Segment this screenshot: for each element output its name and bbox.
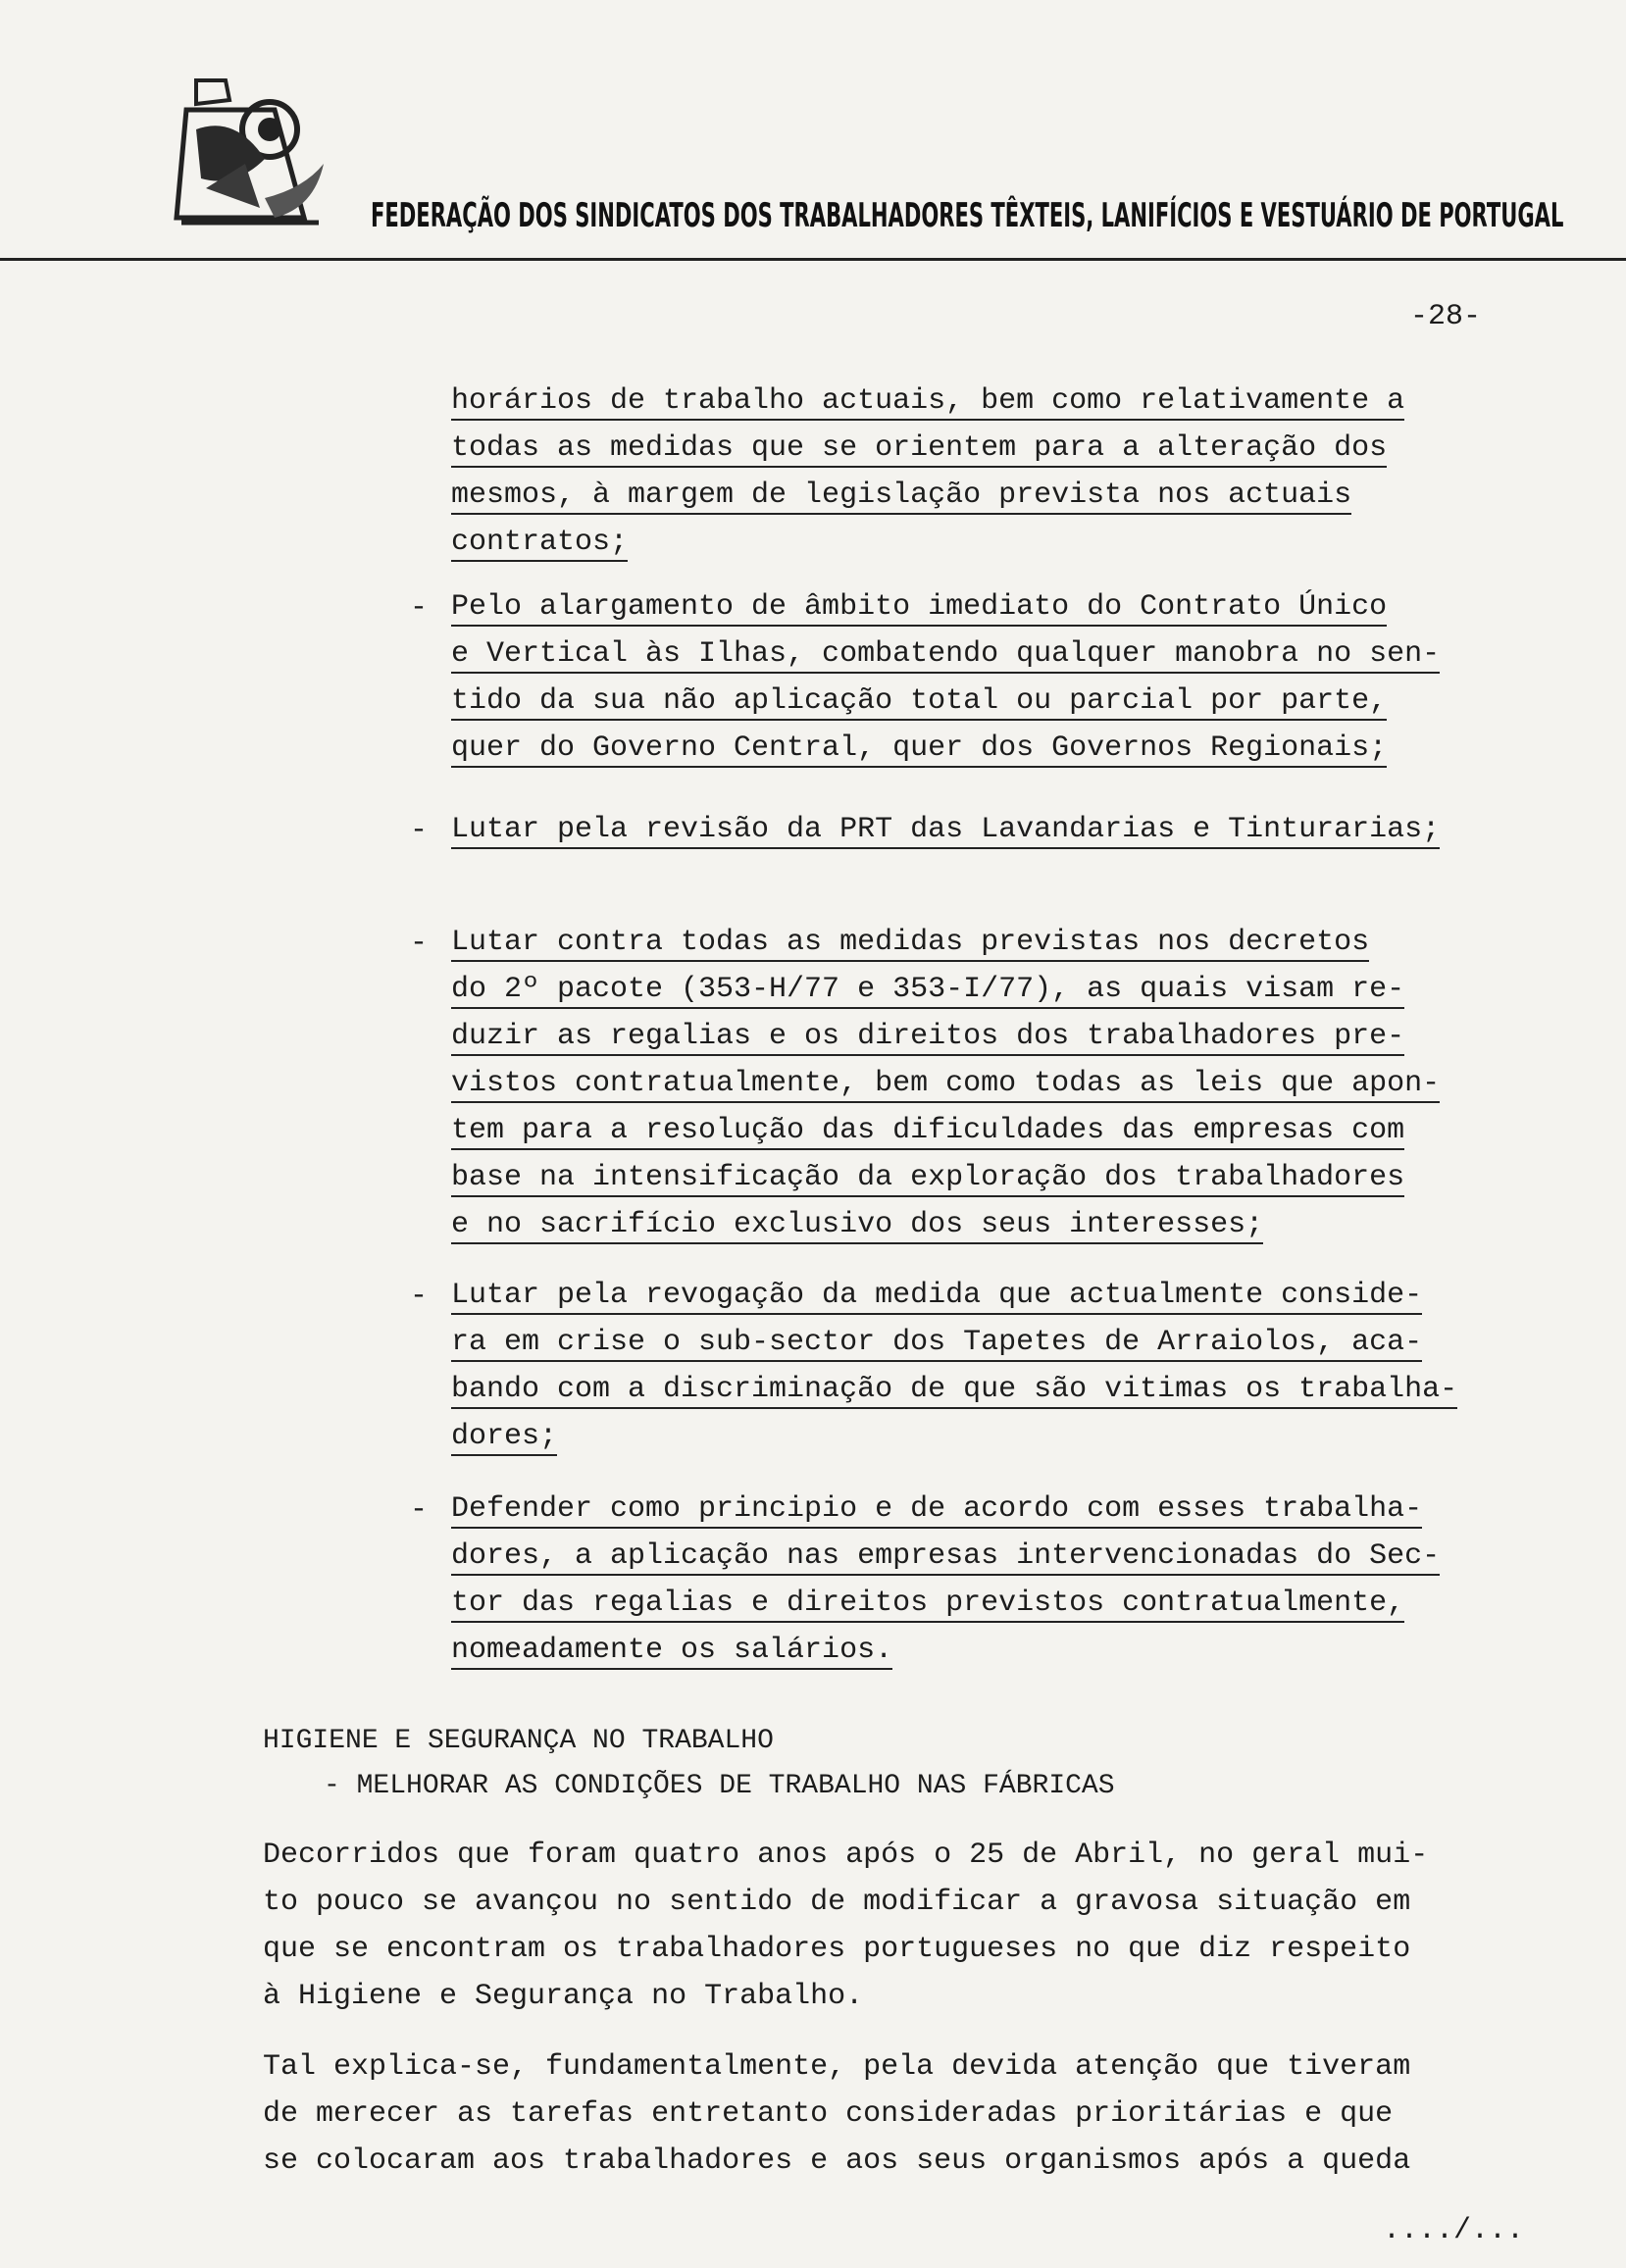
list-item-line: do 2º pacote (353-H/77 e 353-I/77), as quais visam re- xyxy=(451,966,1404,1013)
list-bullet: - xyxy=(410,591,429,625)
header-rule xyxy=(0,258,1626,261)
list-item-line: vistos contratualmente, bem como todas as leis que apon- xyxy=(451,1060,1440,1107)
paragraph-line: Decorridos que foram quatro anos após o 25 de Abril, no geral mui- xyxy=(263,1839,1429,1872)
paragraph-line: to pouco se avançou no sentido de modificar a gravosa situação em xyxy=(263,1886,1411,1919)
list-item-line: Lutar pela revisão da PRT das Lavandarias e Tinturarias; xyxy=(451,806,1440,853)
list-item-line: Lutar contra todas as medidas previstas nos decretos xyxy=(451,919,1369,966)
list-bullet: - xyxy=(410,814,429,847)
list-bullet: - xyxy=(410,927,429,960)
list-item-line: tido da sua não aplicação total ou parcial por parte, xyxy=(451,678,1387,725)
list-bullet: - xyxy=(410,1280,429,1313)
list-item-line: Lutar pela revogação da medida que actualmente conside- xyxy=(451,1272,1422,1319)
page-number: -28- xyxy=(1410,300,1482,333)
continuation-line: mesmos, à margem de legislação prevista nos actuais xyxy=(451,472,1351,519)
list-item-line: nomeadamente os salários. xyxy=(451,1627,892,1674)
continuation-line: contratos; xyxy=(451,519,628,566)
list-item-line: bando com a discriminação de que são vitimas os trabalha- xyxy=(451,1366,1457,1413)
list-item-line: dores; xyxy=(451,1413,557,1460)
organization-name: FEDERAÇÃO DOS SINDICATOS DOS TRABALHADORES TÊXTEIS, LANIFÍCIOS E VESTUÁRIO DE PORTUGAL xyxy=(371,196,1564,235)
list-item-line: tem para a resolução das dificuldades das empresas com xyxy=(451,1107,1404,1154)
paragraph-line: de merecer as tarefas entretanto consideradas prioritárias e que xyxy=(263,2097,1394,2131)
list-item-line: ra em crise o sub-sector dos Tapetes de Arraiolos, aca- xyxy=(451,1319,1422,1366)
continuation-line: todas as medidas que se orientem para a alteração dos xyxy=(451,425,1387,472)
list-item-line: tor das regalias e direitos previstos contratualmente, xyxy=(451,1580,1404,1627)
list-item-line: dores, a aplicação nas empresas intervencionadas do Sec- xyxy=(451,1533,1440,1580)
section-subheading: - MELHORAR AS CONDIÇÕES DE TRABALHO NAS FÁBRICAS xyxy=(324,1771,1115,1801)
list-item-line: Defender como principio e de acordo com esses trabalha- xyxy=(451,1486,1422,1533)
union-logo xyxy=(157,71,343,237)
list-item-line: e Vertical às Ilhas, combatendo qualquer manobra no sen- xyxy=(451,630,1440,678)
list-item-line: e no sacrifício exclusivo dos seus interesses; xyxy=(451,1201,1263,1248)
list-item-line: duzir as regalias e os direitos dos trabalhadores pre- xyxy=(451,1013,1404,1060)
paragraph-line: se colocaram aos trabalhadores e aos seus organismos após a queda xyxy=(263,2144,1411,2178)
paragraph-line: Tal explica-se, fundamentalmente, pela devida atenção que tiveram xyxy=(263,2050,1411,2084)
continuation-line: horários de trabalho actuais, bem como relativamente a xyxy=(451,378,1404,425)
section-heading: HIGIENE E SEGURANÇA NO TRABALHO xyxy=(263,1726,774,1756)
list-item-line: Pelo alargamento de âmbito imediato do Contrato Único xyxy=(451,583,1387,630)
continuation-mark: ..../... xyxy=(1383,2214,1525,2247)
paragraph-line: que se encontram os trabalhadores portugueses no que diz respeito xyxy=(263,1933,1411,1966)
list-bullet: - xyxy=(410,1493,429,1527)
paragraph-line: à Higiene e Segurança no Trabalho. xyxy=(263,1980,864,2013)
list-item-line: quer do Governo Central, quer dos Governos Regionais; xyxy=(451,725,1387,772)
list-item-line: base na intensificação da exploração dos trabalhadores xyxy=(451,1154,1404,1201)
